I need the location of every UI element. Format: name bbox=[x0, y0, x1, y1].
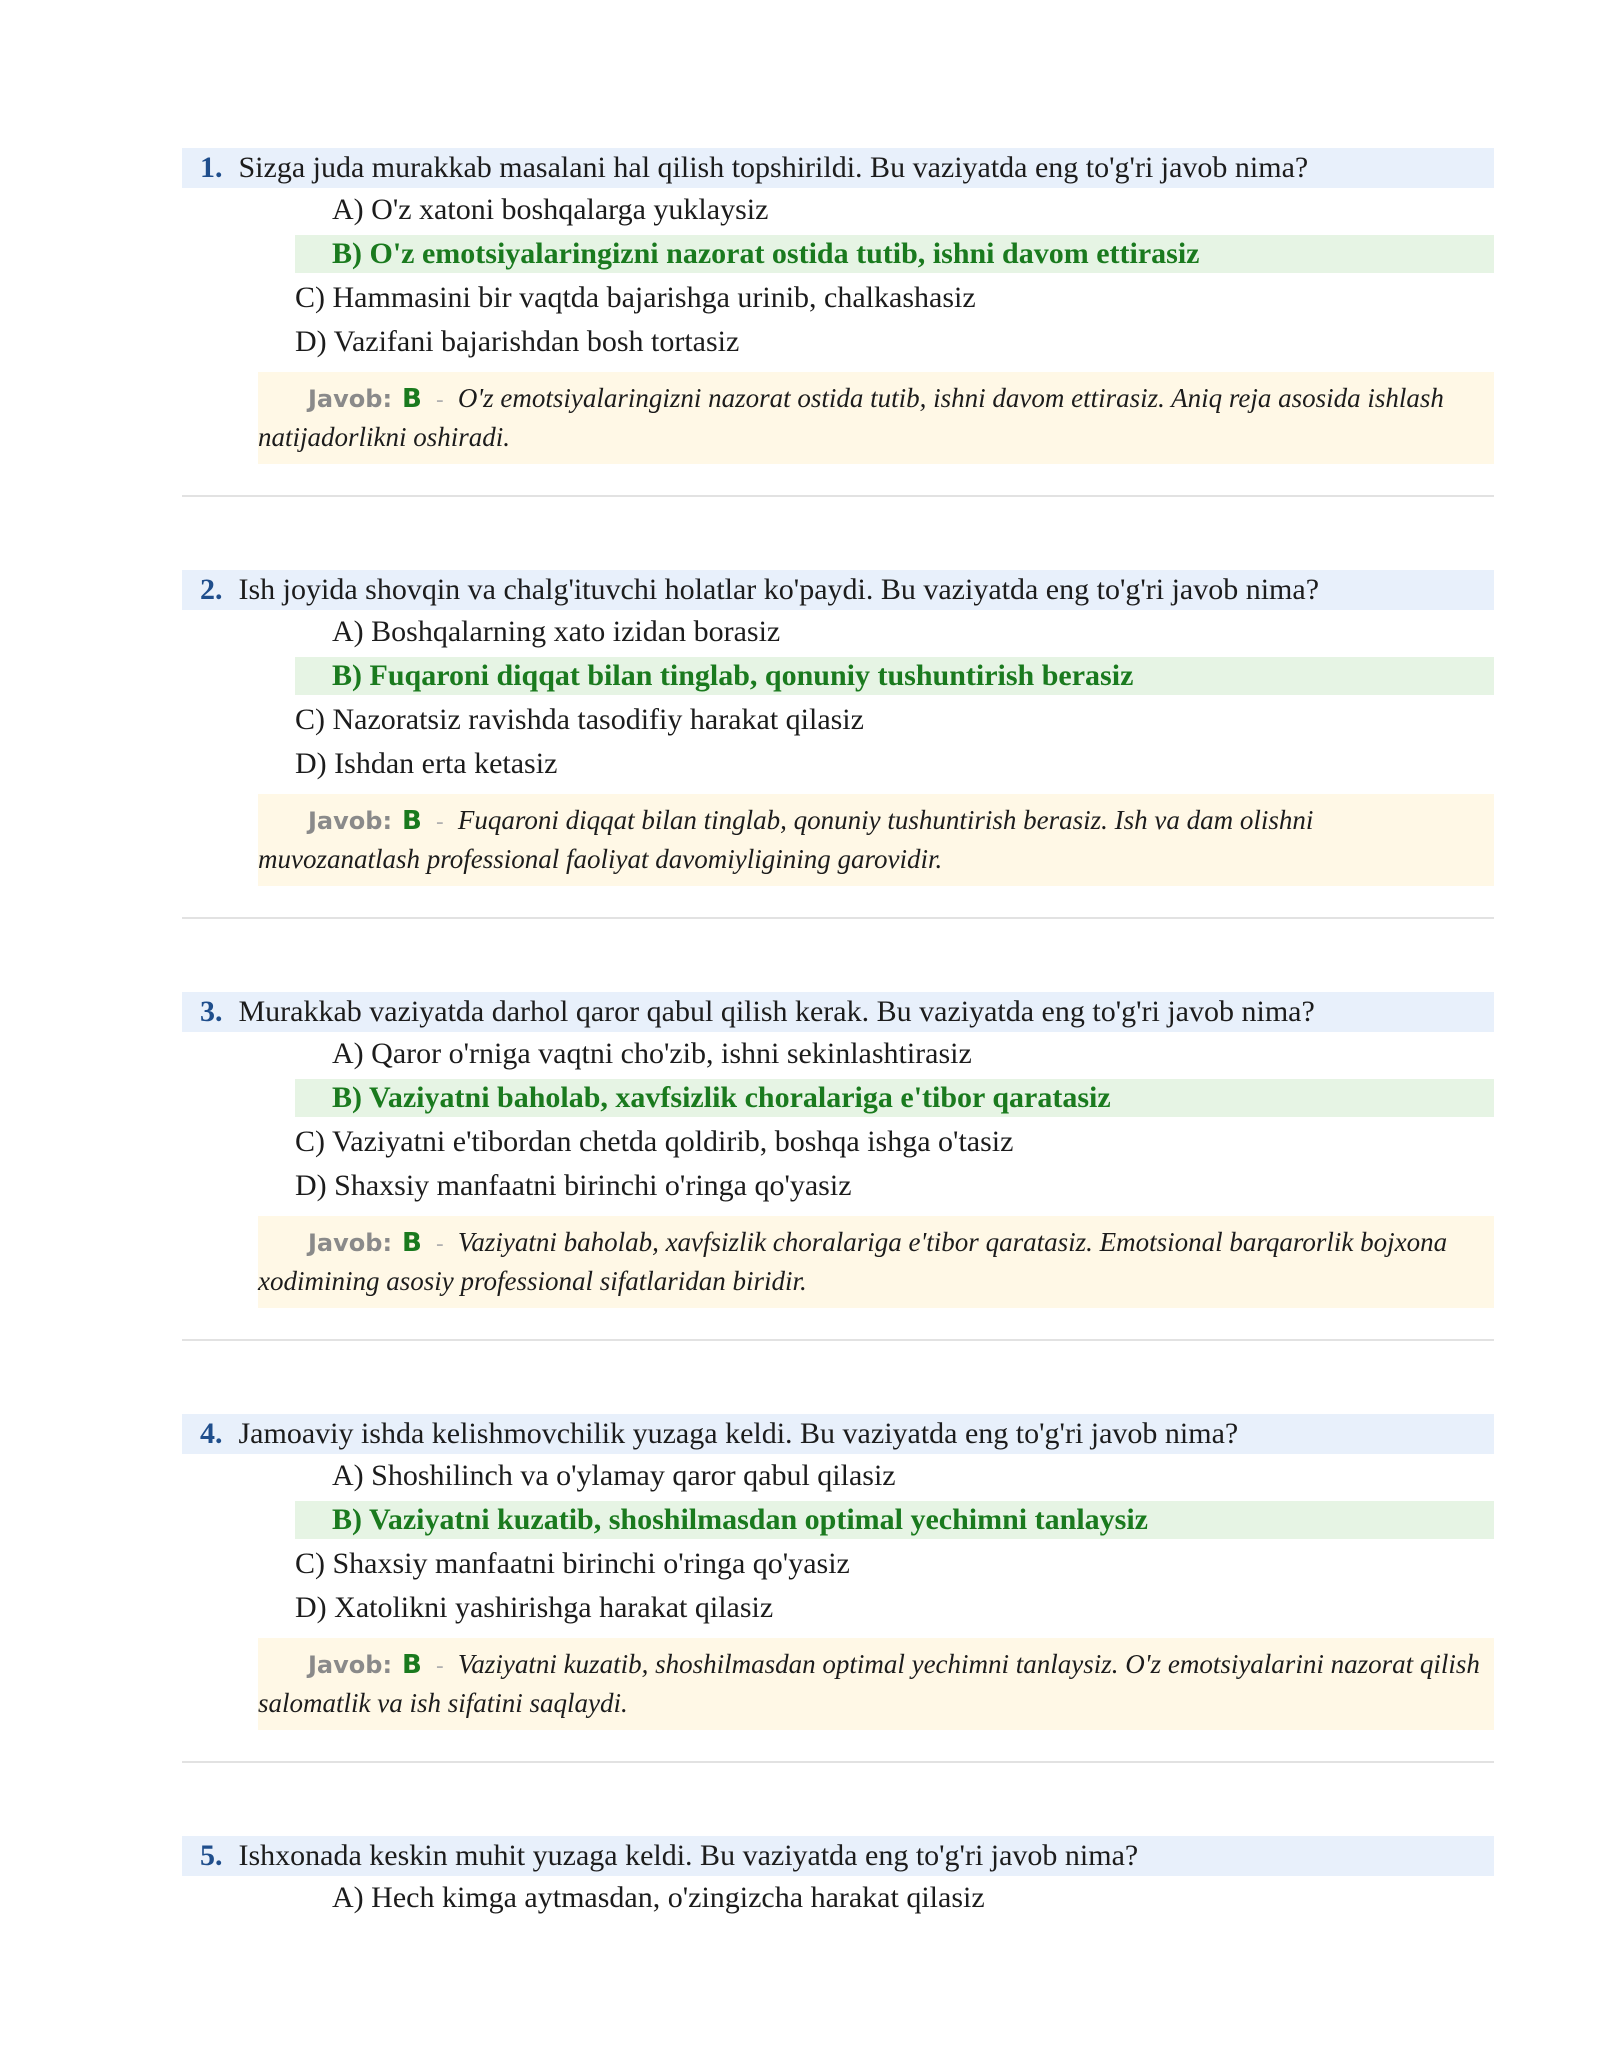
option-b-correct: B) O'z emotsiyalaringizni nazorat ostida tutib, ishni davom ettirasiz bbox=[295, 235, 1494, 273]
answer-box bbox=[258, 794, 1494, 886]
answer-dash: - bbox=[435, 810, 444, 835]
answer-box bbox=[258, 372, 1494, 464]
option-c: C) Vaziyatni e'tibordan chetda qoldirib, boshqa ishga o'tasiz bbox=[295, 1125, 1014, 1158]
answer-dash: - bbox=[435, 388, 444, 413]
divider bbox=[182, 1761, 1494, 1763]
answer-letter: B bbox=[402, 1650, 422, 1680]
answer-label: Javob: bbox=[308, 807, 393, 835]
option-d: D) Shaxsiy manfaatni birinchi o'ringa qo'yasiz bbox=[295, 1169, 852, 1202]
answer-dash: - bbox=[435, 1232, 444, 1257]
option-c: C) Hammasini bir vaqtda bajarishga urinib, chalkashasiz bbox=[295, 281, 976, 314]
question-text: Ishxonada keskin muhit yuzaga keldi. Bu vaziyatda eng to'g'ri javob nima? bbox=[238, 1839, 1139, 1872]
question-number: 2. bbox=[200, 573, 223, 606]
question-block bbox=[182, 1414, 1494, 1730]
question-block bbox=[182, 1836, 1494, 1920]
question-header bbox=[182, 992, 1494, 1032]
answer-text: O'z emotsiyalaringizni nazorat ostida tutib, ishni davom ettirasiz. Aniq reja asosida ishlash natijadorlikni oshiradi. bbox=[258, 383, 1444, 452]
option-a: A) O'z xatoni boshqalarga yuklaysiz bbox=[332, 193, 769, 226]
option-d: D) Xatolikni yashirishga harakat qilasiz bbox=[295, 1591, 774, 1624]
answer-letter: B bbox=[402, 806, 422, 836]
option-d: D) Ishdan erta ketasiz bbox=[295, 747, 558, 780]
divider bbox=[182, 495, 1494, 497]
divider bbox=[182, 1339, 1494, 1341]
option-a: A) Boshqalarning xato izidan borasiz bbox=[332, 615, 781, 648]
question-number: 5. bbox=[200, 1839, 223, 1872]
option-c: C) Nazoratsiz ravishda tasodifiy harakat qilasiz bbox=[295, 703, 864, 736]
answer-letter: B bbox=[402, 1228, 422, 1258]
question-text: Ish joyida shovqin va chalg'ituvchi holatlar ko'paydi. Bu vaziyatda eng to'g'ri javob nima? bbox=[238, 573, 1320, 606]
answer-box bbox=[258, 1216, 1494, 1308]
question-block bbox=[182, 992, 1494, 1308]
divider bbox=[182, 917, 1494, 919]
answer-box bbox=[258, 1638, 1494, 1730]
question-text: Jamoaviy ishda kelishmovchilik yuzaga keldi. Bu vaziyatda eng to'g'ri javob nima? bbox=[238, 1417, 1239, 1450]
answer-text: Vaziyatni kuzatib, shoshilmasdan optimal yechimni tanlaysiz. O'z emotsiyalarini nazorat qilish salomatlik va ish sifatini saqlaydi. bbox=[258, 1649, 1480, 1718]
question-header bbox=[182, 148, 1494, 188]
answer-text: Fuqaroni diqqat bilan tinglab, qonuniy tushuntirish berasiz. Ish va dam olishni muvozanatlash professional faoliyat davomiyligining garovidir. bbox=[258, 805, 1314, 874]
question-number: 1. bbox=[200, 151, 223, 184]
option-b-correct: B) Fuqaroni diqqat bilan tinglab, qonuniy tushuntirish berasiz bbox=[295, 657, 1494, 695]
answer-label: Javob: bbox=[308, 1651, 393, 1679]
question-header bbox=[182, 1414, 1494, 1454]
answer-dash: - bbox=[435, 1654, 444, 1679]
question-header bbox=[182, 1836, 1494, 1876]
option-c: C) Shaxsiy manfaatni birinchi o'ringa qo'yasiz bbox=[295, 1547, 850, 1580]
option-b-correct: B) Vaziyatni baholab, xavfsizlik choralariga e'tibor qaratasiz bbox=[295, 1079, 1494, 1117]
question-header bbox=[182, 570, 1494, 610]
option-a: A) Shoshilinch va o'ylamay qaror qabul qilasiz bbox=[332, 1459, 896, 1492]
question-number: 3. bbox=[200, 995, 223, 1028]
option-a: A) Hech kimga aytmasdan, o'zingizcha harakat qilasiz bbox=[332, 1881, 985, 1914]
answer-label: Javob: bbox=[308, 385, 393, 413]
question-block bbox=[182, 148, 1494, 464]
question-number: 4. bbox=[200, 1417, 223, 1450]
question-text: Murakkab vaziyatda darhol qaror qabul qilish kerak. Bu vaziyatda eng to'g'ri javob nima? bbox=[238, 995, 1315, 1028]
answer-letter: B bbox=[402, 384, 422, 414]
question-text: Sizga juda murakkab masalani hal qilish topshirildi. Bu vaziyatda eng to'g'ri javob nima? bbox=[238, 151, 1309, 184]
answer-label: Javob: bbox=[308, 1229, 393, 1257]
answer-text: Vaziyatni baholab, xavfsizlik choralariga e'tibor qaratasiz. Emotsional barqarorlik bojxona xodimining asosiy professional sifatlaridan biridir. bbox=[258, 1227, 1448, 1296]
option-d: D) Vazifani bajarishdan bosh tortasiz bbox=[295, 325, 740, 358]
option-a: A) Qaror o'rniga vaqtni cho'zib, ishni sekinlashtirasiz bbox=[332, 1037, 972, 1070]
question-block bbox=[182, 570, 1494, 886]
option-b-correct: B) Vaziyatni kuzatib, shoshilmasdan optimal yechimni tanlaysiz bbox=[295, 1501, 1494, 1539]
